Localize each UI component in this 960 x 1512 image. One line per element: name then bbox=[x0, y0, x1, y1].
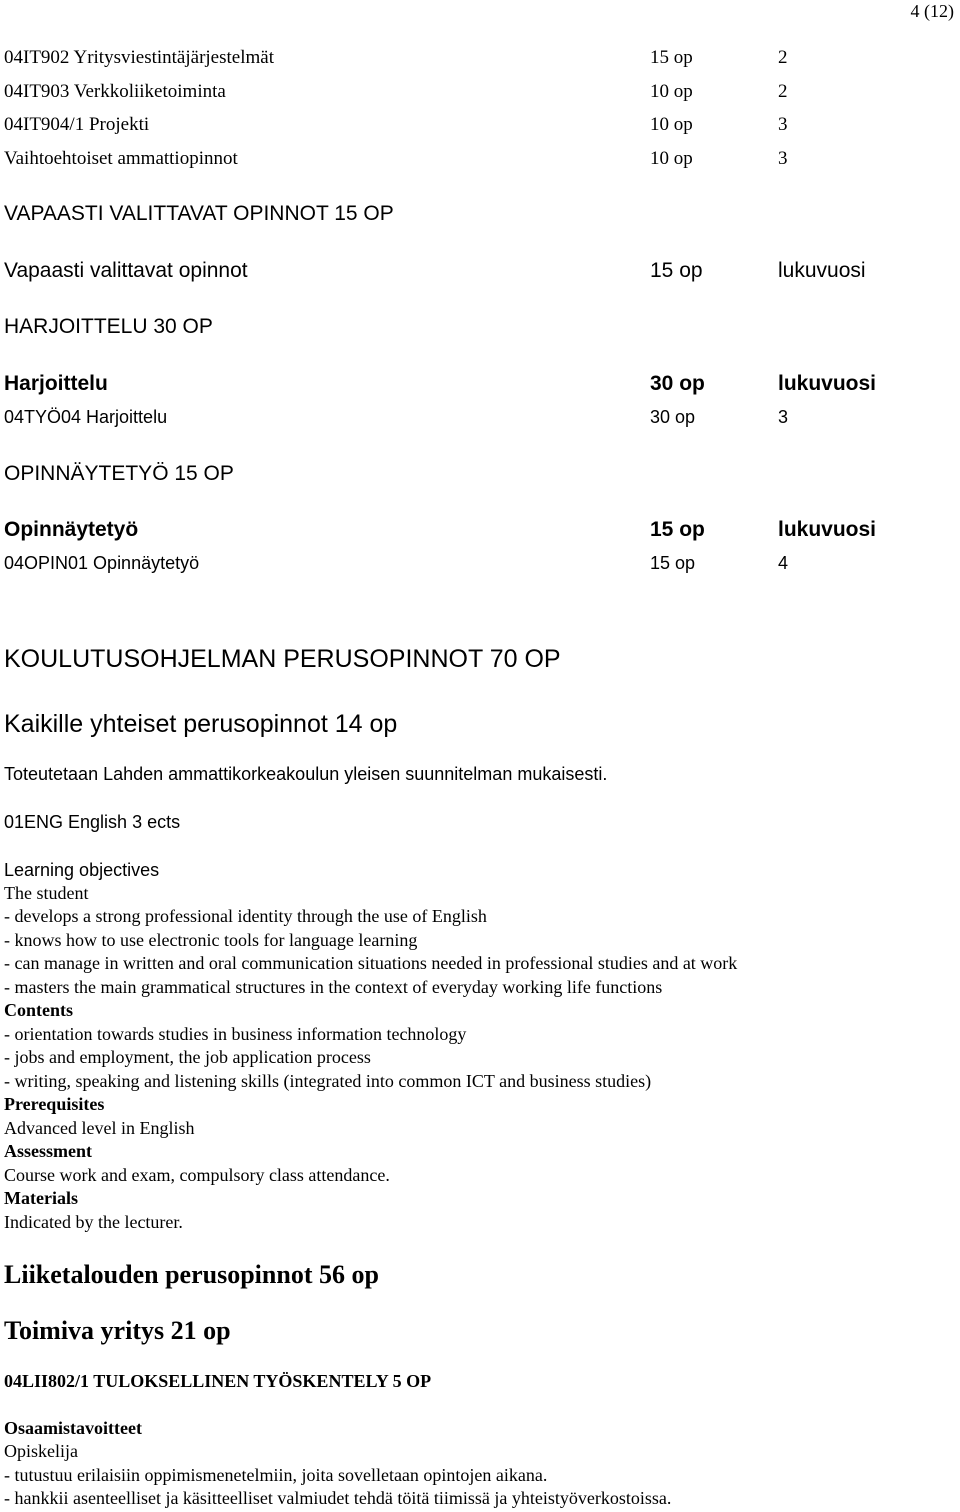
materials-text: Indicated by the lecturer. bbox=[4, 1212, 183, 1232]
contents-line: - orientation towards studies in business information technology bbox=[4, 1024, 467, 1044]
objective-line: - develops a strong professional identity through the use of English bbox=[4, 906, 487, 926]
objective-line: The student bbox=[4, 883, 89, 903]
goal-line: - tutustuu erilaisiin oppimismenetelmiin, joita sovelletaan opintojen aikana. bbox=[4, 1465, 548, 1485]
course-name: 04IT902 Yritysviestintäjärjestelmät bbox=[4, 47, 274, 68]
objectives-heading: Learning objectives bbox=[4, 860, 160, 880]
course-name: 04TYÖ04 Harjoittelu bbox=[4, 407, 168, 427]
contents-heading: Contents bbox=[4, 1000, 74, 1020]
prerequisites-text: Advanced level in English bbox=[4, 1118, 195, 1138]
section-heading-vapaasti: VAPAASTI VALITTAVAT OPINNOT 15 OP bbox=[4, 202, 394, 225]
goal-line: Opiskelija bbox=[4, 1441, 78, 1461]
section-heading-harjoittelu: HARJOITTELU 30 OP bbox=[4, 315, 213, 338]
group-label-opinnaytetyo: Opinnäytetyö bbox=[4, 518, 139, 541]
group-year-vapaasti: lukuvuosi bbox=[778, 259, 866, 282]
course-credits: 30 op bbox=[650, 407, 696, 427]
course-title-tyoskentely: 04LII802/1 TULOKSELLINEN TYÖSKENTELY 5 OP bbox=[4, 1371, 432, 1391]
goal-line: - hankkii asenteelliset ja käsitteelliset valmiudet tehdä töitä tiimissä ja yhteistyöverkostoissa. bbox=[4, 1488, 672, 1508]
course-credits: 10 op bbox=[650, 81, 693, 102]
course-year: 2 bbox=[778, 81, 788, 102]
contents-line: - writing, speaking and listening skills (integrated into common ICT and business studies) bbox=[4, 1071, 652, 1091]
page-number: 4 (12) bbox=[910, 1, 954, 21]
group-credits-harjoittelu: 30 op bbox=[650, 372, 705, 395]
course-credits: 15 op bbox=[650, 553, 696, 573]
subheading-yhteiset: Kaikille yhteiset perusopinnot 14 op bbox=[4, 710, 398, 738]
course-year: 2 bbox=[778, 47, 788, 68]
course-credits: 10 op bbox=[650, 148, 693, 169]
subheading-toimiva-yritys: Toimiva yritys 21 op bbox=[4, 1316, 231, 1345]
course-credits: 10 op bbox=[650, 114, 693, 135]
course-year: 3 bbox=[778, 148, 788, 169]
goals-heading: Osaamistavoitteet bbox=[4, 1418, 142, 1438]
prerequisites-heading: Prerequisites bbox=[4, 1094, 105, 1114]
implementation-note: Toteutetaan Lahden ammattikorkeakoulun yleisen suunnitelman mukaisesti. bbox=[4, 764, 608, 784]
course-name: 04OPIN01 Opinnäytetyö bbox=[4, 553, 200, 573]
section-heading-liiketalous: Liiketalouden perusopinnot 56 op bbox=[4, 1260, 379, 1289]
group-credits-vapaasti: 15 op bbox=[650, 259, 703, 282]
objective-line: - knows how to use electronic tools for language learning bbox=[4, 930, 418, 950]
group-label-harjoittelu: Harjoittelu bbox=[4, 372, 108, 395]
course-name: Vaihtoehtoiset ammattiopinnot bbox=[4, 148, 238, 169]
course-year: 3 bbox=[778, 114, 788, 135]
course-year: 3 bbox=[778, 407, 789, 427]
course-title-english: 01ENG English 3 ects bbox=[4, 812, 181, 832]
materials-heading: Materials bbox=[4, 1188, 78, 1208]
group-credits-opinnaytetyo: 15 op bbox=[650, 518, 705, 541]
objective-line: - masters the main grammatical structures in the context of everyday working life functions bbox=[4, 977, 663, 997]
group-label-vapaasti: Vapaasti valittavat opinnot bbox=[4, 259, 248, 282]
assessment-heading: Assessment bbox=[4, 1141, 92, 1161]
course-year: 4 bbox=[778, 553, 789, 573]
course-credits: 15 op bbox=[650, 47, 693, 68]
course-name: 04IT903 Verkkoliiketoiminta bbox=[4, 81, 226, 102]
section-heading-opinnaytetyo: OPINNÄYTETYÖ 15 OP bbox=[4, 462, 234, 485]
contents-line: - jobs and employment, the job application process bbox=[4, 1047, 371, 1067]
assessment-text: Course work and exam, compulsory class attendance. bbox=[4, 1165, 390, 1185]
objective-line: - can manage in written and oral communication situations needed in professional studies and at work bbox=[4, 953, 738, 973]
course-name: 04IT904/1 Projekti bbox=[4, 114, 150, 135]
group-year-opinnaytetyo: lukuvuosi bbox=[778, 518, 877, 541]
group-year-harjoittelu: lukuvuosi bbox=[778, 372, 877, 395]
section-heading-perusopinnot: KOULUTUSOHJELMAN PERUSOPINNOT 70 OP bbox=[4, 645, 561, 673]
